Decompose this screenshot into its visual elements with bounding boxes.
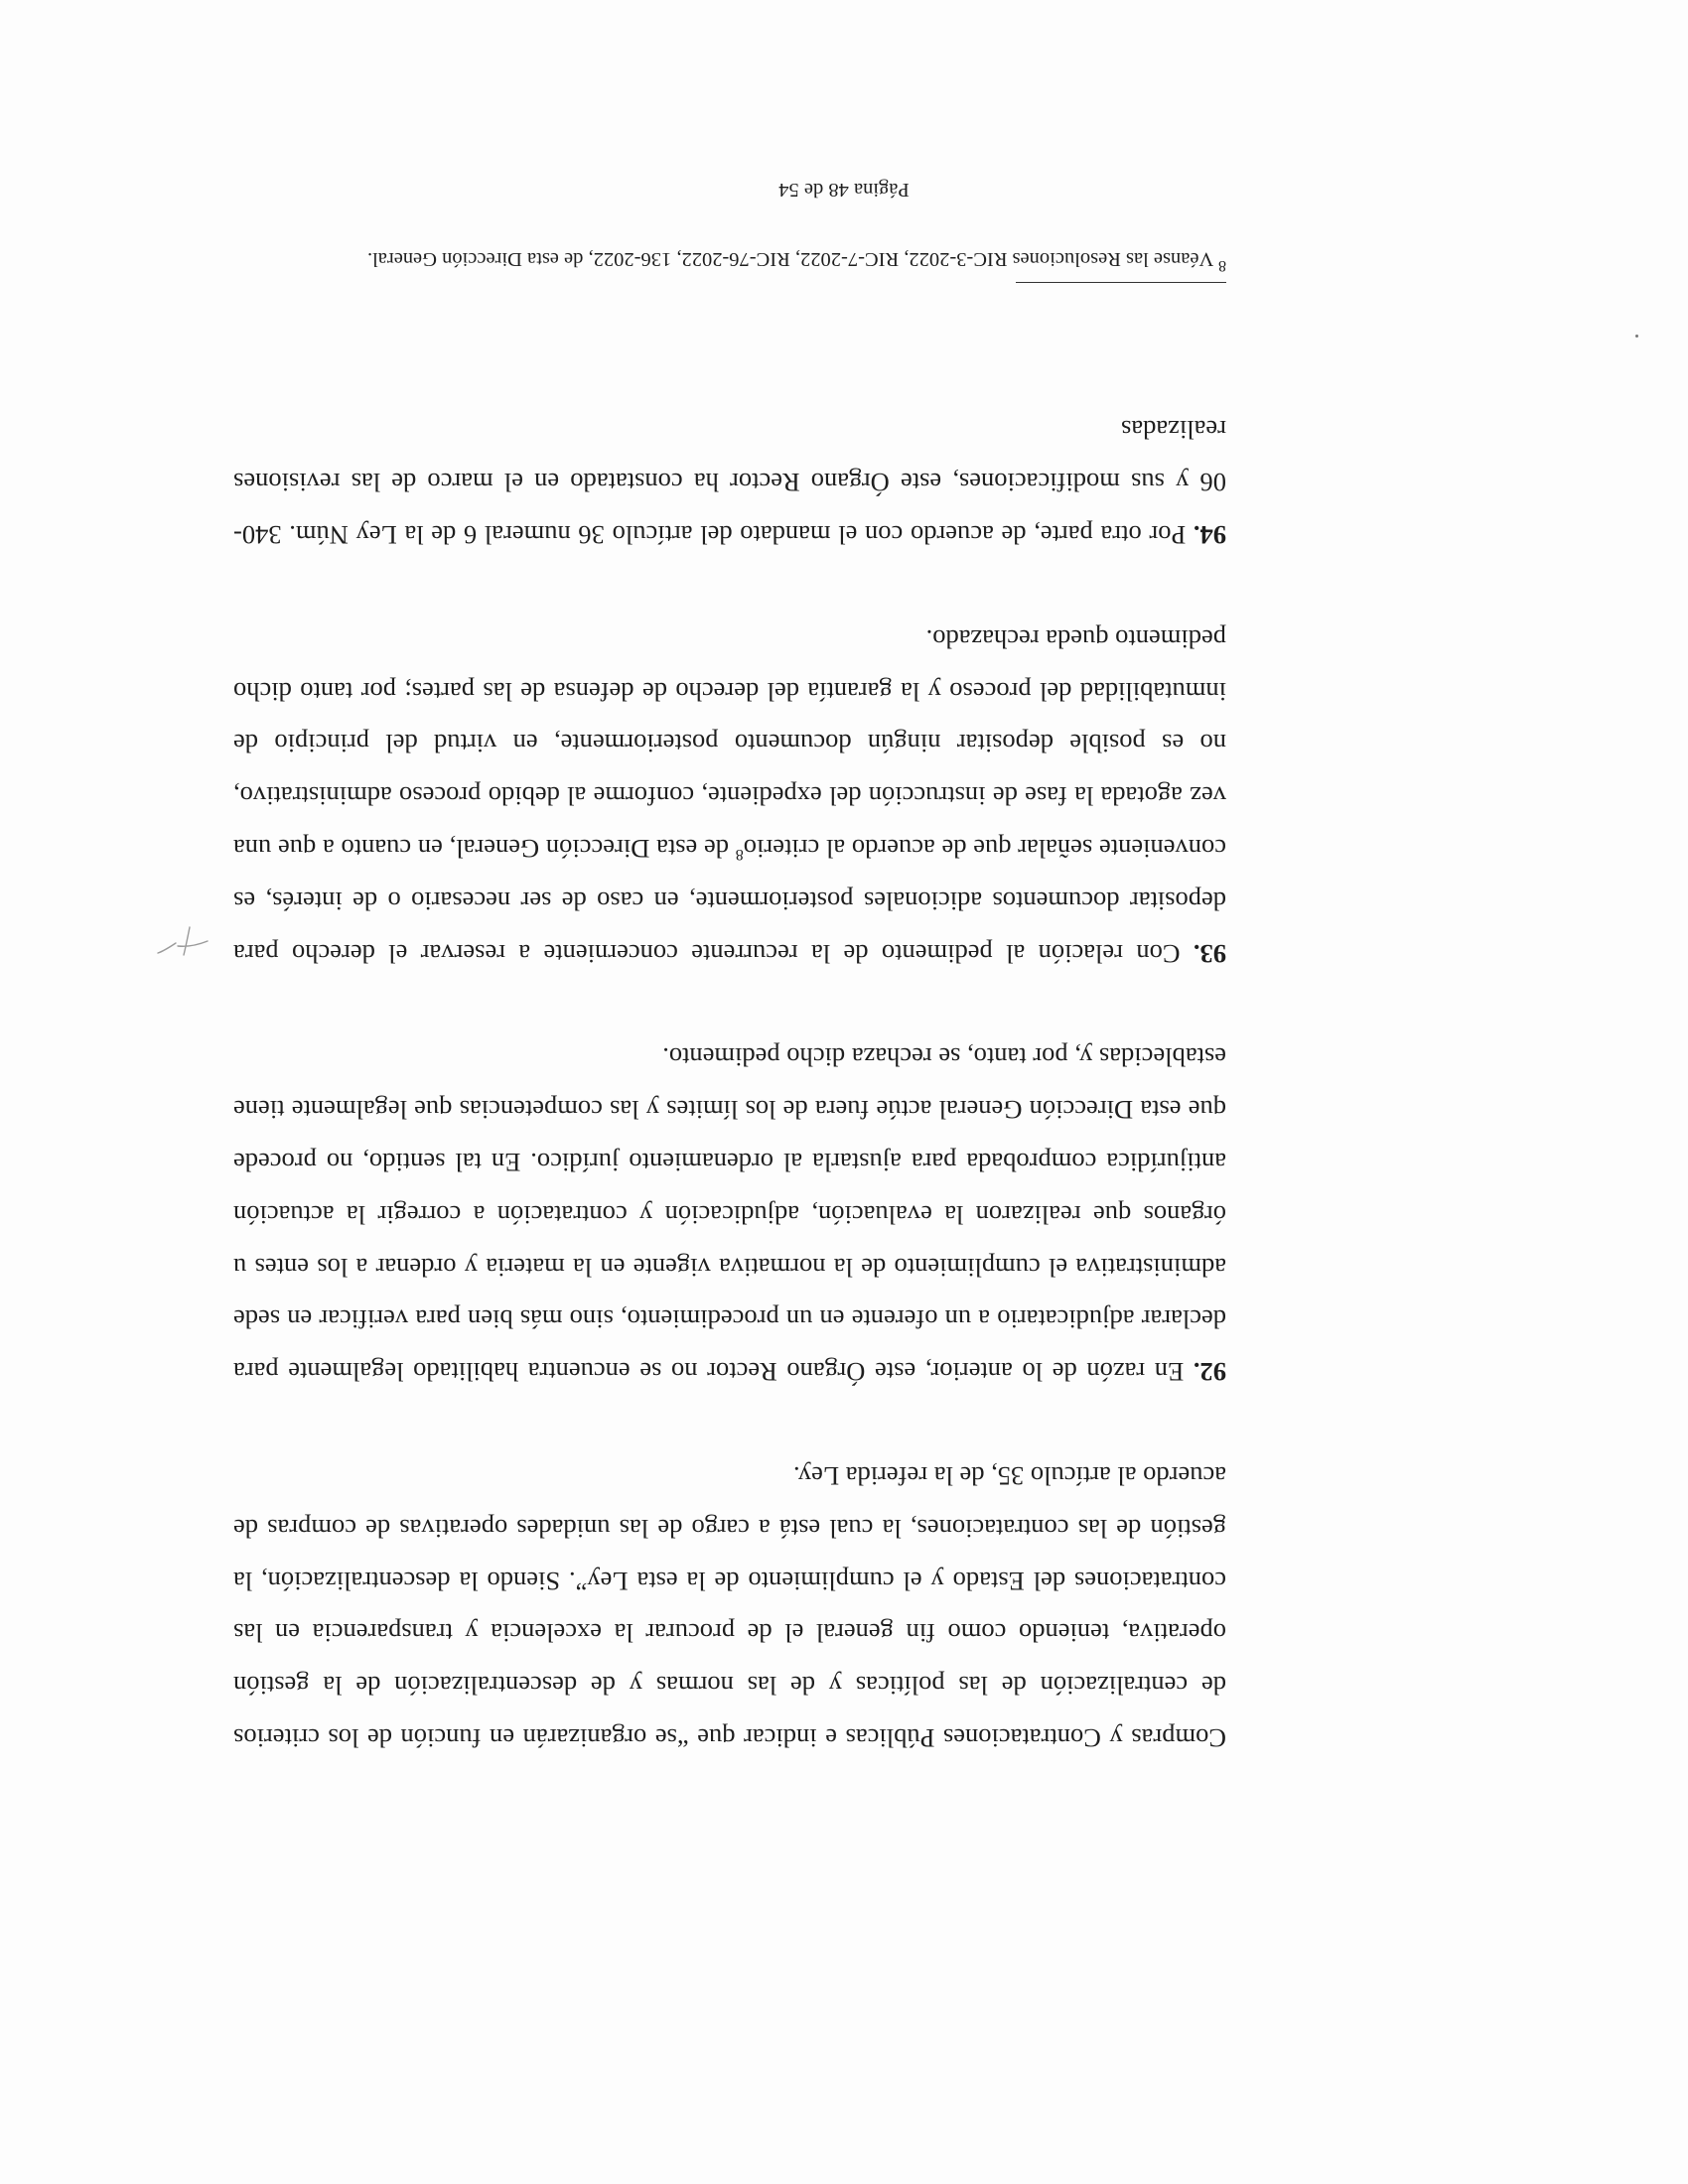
paragraph-number: 94. <box>1193 520 1226 551</box>
page-number: Página 48 de 54 <box>778 179 910 201</box>
paragraph-text: En razón de lo anterior, este Órgano Rector no se encuentra habilitado legalmente para declarar adjudicatario a un oferente en un procedimiento, sino más bien para verificar en sede administrativa el cumplimiento de la normativa vigente en la materia y ordenar a los entes u órganos que realizaron la evaluación, adjudicación y contratación a corregir la actuación antijurídica comprobada para ajustarla al ordenamiento jurídico. En tal sentido, no procede que esta Dirección General actúe fuera de los límites y las competencias que legalmente tiene establecidas y, por tanto, se rechaza dicho pedimento. <box>232 1042 1226 1388</box>
footnote-text: Véanse las Resoluciones RIC-3-2022, RIC-7-2022, RIC-76-2022, 136-2022, de esta Dirección General. <box>366 248 1218 270</box>
scan-speck <box>1635 335 1638 338</box>
paragraph-text: Por otra parte, de acuerdo con el mandato del artículo 36 numeral 6 de la Ley Núm. 340-06 y sus modificaciones, este Órgano Rector ha constatado en el marco de las revisiones realizadas <box>233 415 1226 551</box>
paragraph-text: Con relación al pedimento de la recurrente concerniente a reservar el derecho para depositar documentos adicionales posteriormente, en caso de ser necesario o de interés, es conveniente señalar que de acuerdo al criterio <box>232 834 1226 969</box>
footnote-reference: 8 <box>735 845 744 863</box>
paragraph-number: 92. <box>1193 1357 1226 1388</box>
footnote-marker: 8 <box>1218 256 1226 274</box>
continued-paragraph: Compras y Contrataciones Públicas e indicar que “se organizarán en función de los criterios de centralización de las políticas y de las normas y de descentralización de la gestión operativa, teniendo como fin general el de procurar la excelencia y transparencia en las contrataciones del Estado y el cumplimiento de la esta Ley”. Siendo la descentralización, la gestión de las contrataciones, la cual está a cargo de las unidades operativas de compras de acuerdo al artículo 35, de la referida Ley. <box>233 1461 1226 1753</box>
document-body <box>233 404 1226 1764</box>
paragraph-text-continued: de esta Dirección General, en cuanto a que una vez agotada la fase de instrucción del expediente, conforme al debido proceso administrativo, no es posible depositar ningún documento posteriormente, en virtud del principio de inmutabilidad del proceso y la garantía del derecho de defensa de las partes; por tanto dicho pedimento queda rechazado. <box>233 623 1226 865</box>
footnote <box>223 245 1226 273</box>
paragraph-92 <box>233 1031 1226 1399</box>
handwritten-initial-mark <box>154 923 213 963</box>
paragraph-number: 93. <box>1193 938 1226 969</box>
footnote-divider <box>1016 282 1226 283</box>
paragraph-93 <box>233 613 1226 980</box>
paragraph-94 <box>233 404 1226 561</box>
